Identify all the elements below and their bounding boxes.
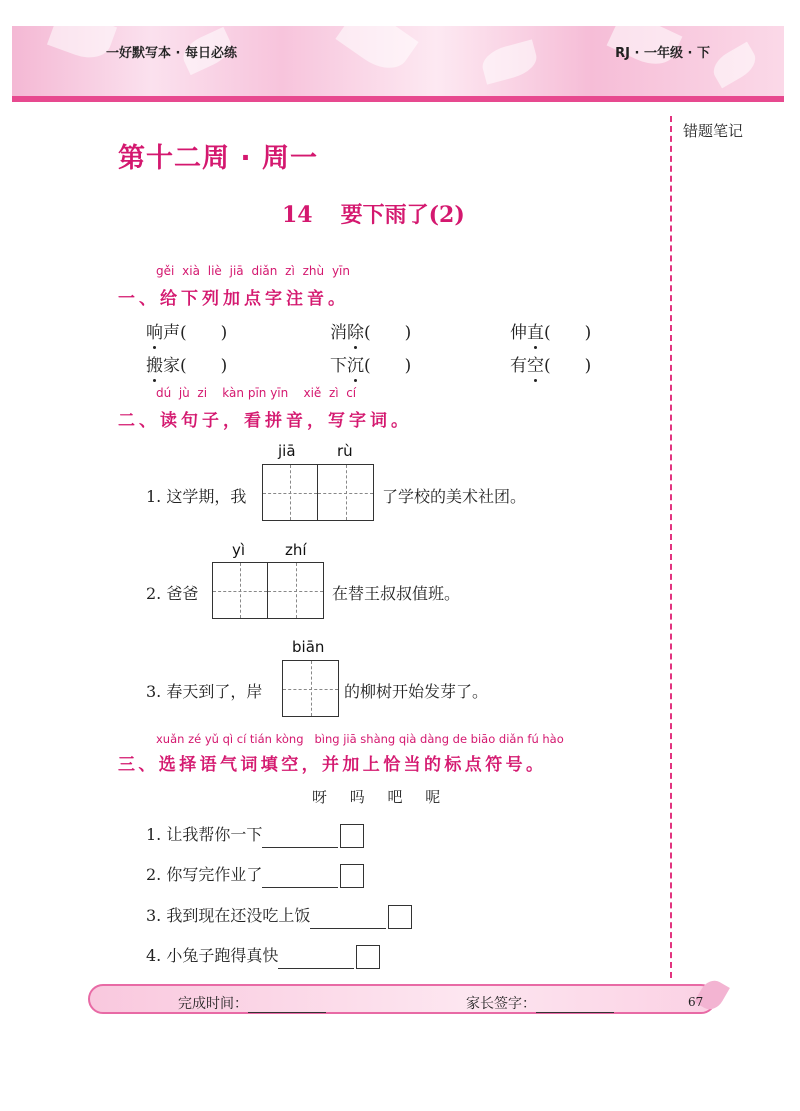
word-item-2[interactable]: 消除( ): [330, 323, 412, 343]
section3-pinyin: xuǎn zé yǔ qì cí tián kòng bìng jiā shàng qià dàng de biāo diǎn fú hào: [156, 732, 564, 746]
word-item-5[interactable]: 下沉( ): [330, 356, 412, 376]
q3-writing-grid[interactable]: [282, 660, 339, 717]
particle-options: 呀 吗 吧 呢: [312, 788, 441, 806]
section2-title: 二、读句子，看拼音，写字词。: [118, 411, 412, 431]
s3-item-2[interactable]: 2. 你写完作业了: [146, 862, 364, 888]
q2-prefix: 2. 爸爸: [146, 584, 199, 603]
header-grade-label: RJ · 一年级 · 下: [615, 46, 710, 61]
page-number: 67: [688, 995, 704, 1009]
s3-item-1[interactable]: 1. 让我帮你一下: [146, 822, 364, 848]
q1-pinyin-1: jiā: [278, 442, 296, 460]
parent-signature[interactable]: 家长签字：: [466, 993, 614, 1013]
q2-pinyin-2: zhí: [285, 541, 307, 559]
error-notes-label: 错题笔记: [683, 122, 744, 140]
section1-pinyin: gěi xià liè jiā diǎn zì zhù yīn: [156, 264, 350, 278]
q1-prefix: 1. 这学期，我: [146, 487, 247, 506]
completion-time[interactable]: 完成时间：: [178, 993, 326, 1013]
s3-item-3[interactable]: 3. 我到现在还没吃上饭: [146, 903, 412, 929]
week-title: 第十二周 · 周一: [118, 143, 319, 174]
q3-suffix: 的柳树开始发芽了。: [344, 682, 489, 701]
lesson-name: 要下雨了(2): [340, 202, 465, 228]
word-item-3[interactable]: 伸直( ): [510, 323, 592, 343]
q3-pinyin-1: biān: [292, 638, 325, 656]
word-item-6[interactable]: 有空( ): [510, 356, 592, 376]
section1-title: 一、给下列加点字注音。: [118, 289, 349, 309]
notes-margin-divider: [670, 116, 672, 978]
header-series-name: 一好默写本 · 每日必练: [106, 46, 237, 61]
lesson-number: 14: [282, 202, 313, 228]
word-item-4[interactable]: 搬家( ): [146, 356, 228, 376]
lesson-title: [282, 198, 465, 229]
q2-writing-grid[interactable]: [212, 562, 324, 619]
s3-item-4[interactable]: 4. 小兔子跑得真快: [146, 943, 380, 969]
section2-pinyin: dú jù zi kàn pīn yīn xiě zì cí: [156, 386, 357, 400]
q2-pinyin-1: yì: [232, 541, 246, 559]
q2-suffix: 在替王叔叔值班。: [332, 584, 461, 603]
q1-pinyin-2: rù: [337, 442, 353, 460]
header-banner: [12, 26, 784, 102]
word-item-1[interactable]: 响声( ): [146, 323, 228, 343]
q1-suffix: 了学校的美术社团。: [382, 487, 527, 506]
section3-title: 三、选择语气词填空，并加上恰当的标点符号。: [118, 755, 547, 775]
q1-writing-grid[interactable]: [262, 464, 374, 521]
q3-prefix: 3. 春天到了，岸: [146, 682, 263, 701]
